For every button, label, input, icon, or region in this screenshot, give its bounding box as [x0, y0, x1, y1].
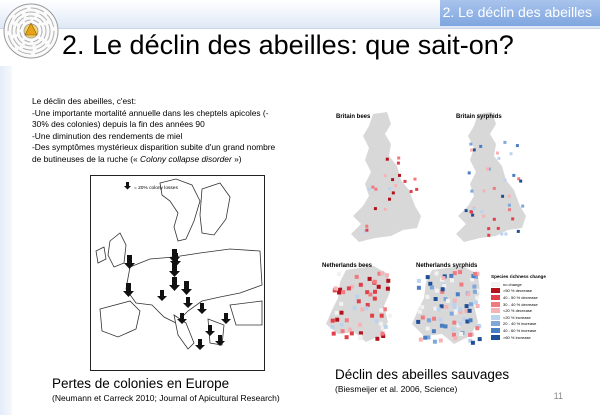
legend-label: 20 - 40 % increase [503, 321, 537, 327]
richness-cell [473, 272, 477, 276]
richness-cell [394, 184, 397, 187]
legend-swatch [491, 295, 500, 300]
richness-cell [365, 306, 369, 310]
richness-cell [453, 299, 457, 303]
richness-cell [440, 324, 444, 328]
richness-cell [470, 210, 473, 213]
richness-cell [379, 308, 383, 312]
richness-cell [478, 337, 482, 341]
richness-cell [451, 327, 455, 331]
right-caption: Déclin des abeilles sauvages [335, 367, 510, 382]
intro-line: 30% des colonies) depuis la fin des années 90 [32, 119, 205, 130]
richness-cell [470, 190, 473, 193]
richness-cell [465, 304, 469, 308]
richness-cell [435, 289, 439, 293]
legend-label: >60 % increase [503, 334, 531, 340]
richness-cell [487, 234, 490, 237]
richness-cell [473, 148, 476, 151]
richness-cell [348, 328, 352, 332]
richness-cell [388, 314, 392, 318]
richness-cell [418, 310, 422, 314]
richness-cell [521, 205, 524, 208]
richness-cell [444, 305, 448, 309]
legend-swatch [491, 328, 500, 333]
richness-cell [450, 312, 454, 316]
richness-cell [430, 285, 434, 289]
richness-cell [469, 143, 472, 146]
legend-swatch [491, 308, 500, 313]
intro-line: -Une importante mortalité annuelle dans les cheptels apicoles (- [32, 107, 269, 118]
richness-cell [503, 141, 506, 144]
netherlands-bees-label: Netherlands bees [322, 263, 373, 269]
richness-cell [496, 152, 499, 155]
legend-label: 40 - 50 % decrease [503, 294, 538, 300]
richness-cell [347, 286, 351, 290]
richness-cell [441, 287, 445, 291]
richness-cell [450, 278, 454, 282]
britain-bees-map [331, 110, 431, 250]
legend-item [491, 307, 551, 314]
netherlands-syrphids-label: Netherlands syrphids [416, 263, 478, 269]
map-key-label: = 20% colony losses [134, 186, 178, 191]
slide-title: 2. Le déclin des abeilles: que sait-on? [62, 30, 514, 60]
richness-cell [384, 208, 387, 211]
richness-cell [468, 309, 472, 313]
richness-cell [493, 187, 496, 190]
richness-cell [427, 318, 431, 322]
richness-cell [459, 332, 463, 336]
richness-cell [454, 311, 458, 315]
richness-cell [355, 275, 359, 279]
richness-cell [497, 227, 500, 230]
richness-cell [432, 317, 436, 321]
richness-cell [397, 157, 400, 160]
legend-item [491, 301, 551, 308]
intro-line: Le déclin des abeilles, c'est: [32, 96, 137, 106]
legend-label: 30 - 40 % decrease [503, 301, 538, 307]
richness-cell [483, 189, 486, 192]
legend-swatch [491, 302, 500, 307]
richness-cell [386, 158, 389, 161]
richness-cell [469, 318, 473, 322]
britain-bees-label: Britain bees [336, 114, 371, 120]
legend-item [491, 334, 551, 341]
richness-cell [508, 204, 511, 207]
richness-cell [452, 333, 456, 337]
richness-cell [373, 280, 377, 284]
richness-cell [437, 307, 441, 311]
richness-cell [465, 209, 468, 212]
richness-cell [365, 229, 368, 232]
legend-label: <20 % decrease [503, 308, 533, 314]
richness-cell [475, 296, 479, 300]
richness-cell [516, 144, 519, 147]
richness-cell [345, 335, 349, 339]
richness-cell [380, 314, 384, 318]
richness-cell [476, 289, 480, 293]
richness-cell [439, 339, 443, 343]
intro-line: -Des symptômes mystérieux disparition subite d'un grand nombre [32, 142, 276, 153]
richness-cell [384, 174, 387, 177]
richness-cell [386, 287, 390, 291]
maze-logo-icon [2, 2, 60, 60]
richness-cell [386, 279, 390, 283]
richness-cell [446, 299, 450, 303]
legend-item [491, 321, 551, 328]
richness-cell [471, 341, 475, 345]
richness-cell [373, 290, 377, 294]
richness-cell [421, 316, 425, 320]
britain-syrphids-label: Britain syrphids [456, 114, 502, 120]
richness-cell [474, 300, 478, 304]
richness-cell [339, 302, 343, 306]
richness-cell [472, 208, 475, 211]
richness-cell [340, 311, 344, 315]
legend-item [491, 314, 551, 321]
richness-cell [353, 306, 357, 310]
richness-cell [432, 329, 436, 333]
intro-line-suffix: ») [231, 153, 242, 164]
richness-cell [508, 195, 511, 198]
richness-cell [423, 336, 427, 340]
richness-cell [479, 145, 482, 148]
richness-cell [414, 178, 417, 181]
richness-cell [334, 286, 338, 290]
richness-cell [519, 180, 522, 183]
richness-cell [365, 225, 368, 228]
richness-cell [459, 322, 463, 326]
richness-cell [458, 307, 462, 311]
richness-cell [330, 325, 334, 329]
richness-cell [426, 327, 430, 331]
right-reference: (Biesmeijer et al. 2006, Science) [335, 384, 458, 394]
richness-cell [486, 168, 489, 171]
legend-title: Species richness change [491, 274, 546, 279]
richness-cell [374, 207, 377, 210]
richness-cell [428, 282, 432, 286]
richness-cell [493, 218, 496, 221]
legend-swatch [491, 315, 500, 320]
richness-cell [341, 329, 345, 333]
richness-cell [388, 198, 391, 201]
richness-cell [392, 191, 395, 194]
richness-cell [370, 314, 374, 318]
richness-cell [458, 270, 462, 274]
richness-cell [468, 333, 472, 337]
richness-cell [442, 276, 446, 280]
richness-cell [341, 290, 345, 294]
richness-cell [452, 321, 456, 325]
legend-item [491, 294, 551, 301]
richness-cell [410, 190, 413, 193]
richness-cell [384, 325, 388, 329]
richness-cell [360, 308, 364, 312]
richness-cell [340, 323, 344, 327]
richness-cell [417, 286, 421, 290]
richness-cell [472, 285, 476, 289]
richness-cell [476, 304, 480, 308]
richness-cell [426, 275, 430, 279]
richness-cell [434, 297, 438, 301]
legend-swatch [491, 321, 500, 326]
netherlands-bees-map [316, 262, 398, 348]
richness-cell [510, 152, 513, 155]
richness-cell [335, 318, 339, 322]
richness-cell [468, 171, 471, 174]
legend-item [491, 327, 551, 334]
richness-cell [469, 302, 473, 306]
richness-cell [459, 283, 463, 287]
richness-cell [453, 305, 457, 309]
richness-cell [368, 188, 371, 191]
section-tab [440, 0, 600, 26]
richness-cell [482, 215, 485, 218]
richness-cell [416, 320, 420, 324]
page-number: 11 [553, 391, 563, 401]
legend-swatch [491, 288, 500, 293]
legend-label: <20 % increase [503, 314, 531, 320]
richness-cell [355, 295, 359, 299]
richness-cell [404, 180, 407, 183]
richness-cell [377, 285, 381, 289]
richness-cell [371, 186, 374, 189]
richness-cell [453, 271, 457, 275]
richness-cell [517, 230, 520, 233]
intro-line [32, 154, 322, 166]
richness-cell [332, 332, 336, 336]
richness-cell [449, 274, 453, 278]
left-caption: Pertes de colonies en Europe [52, 376, 230, 391]
section-title: 2. Le déclin des abeilles [442, 4, 592, 20]
legend-label: >50 % decrease [503, 288, 533, 294]
richness-cell [438, 318, 442, 322]
richness-cell [511, 217, 514, 220]
richness-cell [345, 318, 349, 322]
europe-colony-loss-map [90, 175, 265, 371]
britain-syrphids-map [436, 110, 536, 250]
richness-cell [504, 233, 507, 236]
richness-cell [453, 336, 457, 340]
richness-cell [508, 208, 511, 211]
richness-cell [380, 271, 384, 275]
richness-cell [504, 179, 507, 182]
netherlands-syrphids-map [402, 262, 488, 350]
richness-cell [383, 307, 387, 311]
legend-label: no change [503, 281, 522, 287]
richness-cell [359, 335, 363, 339]
richness-cell [350, 331, 354, 335]
richness-cell [397, 162, 400, 165]
richness-cell [374, 188, 377, 191]
legend-label: 40 - 60 % increase [503, 327, 537, 333]
richness-cell [391, 178, 394, 181]
richness-cell [388, 187, 391, 190]
richness-cell [381, 332, 385, 336]
richness-cell [335, 311, 339, 315]
richness-cell [375, 319, 379, 323]
richness-cell [358, 323, 362, 327]
richness-cell [475, 326, 479, 330]
richness-cell [456, 292, 460, 296]
richness-cell [420, 305, 424, 309]
richness-cell [497, 157, 500, 160]
richness-cell [357, 299, 361, 303]
species-richness-legend [491, 274, 551, 340]
intro-ccd-term: Colony collapse disorder [140, 153, 232, 164]
richness-cell [379, 322, 383, 326]
richness-cell [419, 338, 423, 342]
richness-cell [501, 195, 504, 198]
intro-text [32, 96, 322, 166]
richness-cell [435, 271, 439, 275]
richness-cell [415, 188, 418, 191]
richness-cell [417, 279, 421, 283]
richness-cell [368, 277, 372, 281]
richness-cell [373, 297, 377, 301]
richness-cell [480, 210, 483, 213]
intro-line: -Une diminution des rendements de miel [32, 130, 183, 141]
richness-cell [359, 283, 363, 287]
richness-cell [425, 295, 429, 299]
richness-cell [385, 273, 389, 277]
richness-cell [433, 340, 437, 344]
richness-cell [487, 227, 490, 230]
legend-swatch [491, 282, 500, 287]
richness-cell [473, 290, 477, 294]
richness-cell [466, 292, 470, 296]
richness-cell [368, 293, 372, 297]
richness-cell [500, 233, 503, 236]
intro-line-prefix: de butineuses de la ruche (« [32, 153, 141, 164]
richness-cell [331, 319, 335, 323]
richness-cell [375, 337, 379, 341]
richness-cell [398, 174, 401, 177]
left-decoration [0, 66, 12, 415]
legend-swatch [491, 335, 500, 340]
richness-cell [337, 272, 341, 276]
left-reference: (Neumann et Carreck 2010; Journal of Apicultural Research) [52, 393, 280, 403]
legend-item [491, 281, 551, 288]
legend-item [491, 288, 551, 295]
richness-cell [444, 324, 448, 328]
richness-cell [470, 149, 473, 152]
richness-cell [471, 214, 474, 217]
richness-cell [512, 174, 515, 177]
